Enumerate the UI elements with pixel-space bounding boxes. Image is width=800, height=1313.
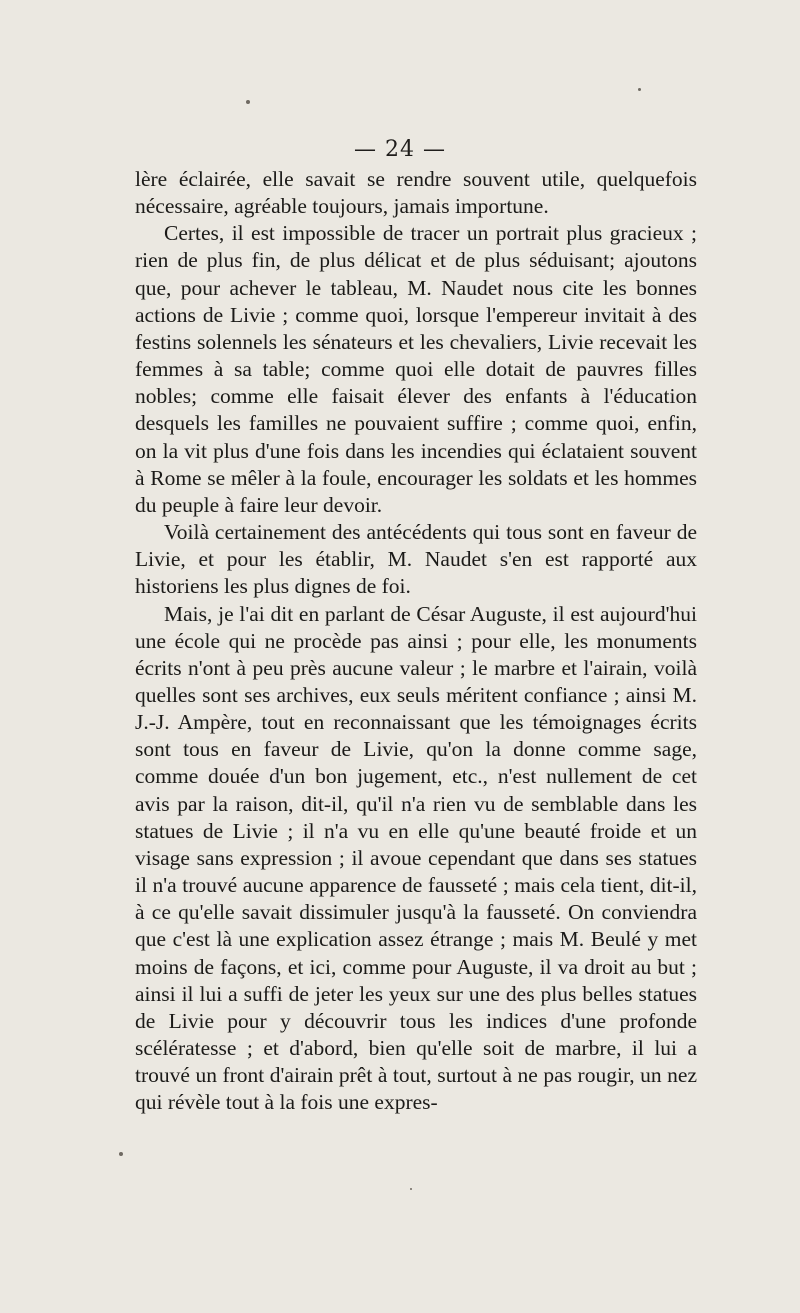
paragraph-antecedents: Voilà certainement des antécédents qui tous sont en faveur de Livie, et pour les établir, M. Naudet s'en est rapporté aux historiens les plus dignes de foi. [135,520,697,599]
paragraph-continuation: lère éclairée, elle savait se rendre souvent utile, quelquefois nécessaire, agréable toujours, jamais importune. [135,167,697,219]
body-text [135,166,697,1116]
paragraph-school: Mais, je l'ai dit en parlant de César Auguste, il est aujourd'hui une école qui ne procède pas ainsi ; pour elle, les monuments écrits n'ont à peu près aucune valeur ; le marbre et l'airain, voilà quelles sont ses archives, eux seuls méritent confiance ; ainsi M. J.-J. Ampère, tout en reconnaissant que les témoignages écrits sont tous en faveur de Livie, qu'on la donne comme sage, comme douée d'un bon jugement, etc., n'est nullement de cet avis par la raison, dit-il, qu'il n'a rien vu de semblable dans les statues de Livie ; il n'a vu en elle qu'une beauté froide et un visage sans expression ; il avoue cependant que dans ses statues il n'a trouvé aucune apparence de fausseté ; mais cela tient, dit-il, à ce qu'elle savait dissimuler jusqu'à la fausseté. On conviendra que c'est là une explication assez étrange ; mais M. Beulé y met moins de façons, et ici, comme pour Auguste, il va droit au but ; ainsi il lui a suffi de jeter les yeux sur une des plus belles statues de Livie pour y découvrir tous les indices d'une profonde scélératesse ; et d'abord, bien qu'elle soit de marbre, il lui a trouvé un front d'airain prêt à tout, surtout à ne pas rougir, un nez qui révèle tout à la fois une expres- [135,601,697,1115]
paper-speck [410,1188,412,1190]
page-number: — 24 — [354,137,446,162]
paper-speck [246,100,250,104]
paper-speck [119,1152,123,1156]
paper-speck [638,88,641,91]
paragraph-portrait: Certes, il est impossible de tracer un portrait plus gracieux ; rien de plus fin, de plus délicat et de plus séduisant; ajoutons que, pour achever le tableau, M. Naudet nous cite les bonnes actions de Livie ; comme quoi, lorsque l'empereur invitait à des festins solennels les sénateurs et les chevaliers, Livie recevait les femmes à sa table; comme quoi elle dotait de pauvres filles nobles; comme elle faisait élever des enfants à l'éducation desquels les familles ne pouvaient suffire ; comme quoi, enfin, on la vit plus d'une fois dans les incendies qui éclataient souvent à Rome se mêler à la foule, encourager les soldats et les hommes du peuple à faire leur devoir. [135,221,697,517]
